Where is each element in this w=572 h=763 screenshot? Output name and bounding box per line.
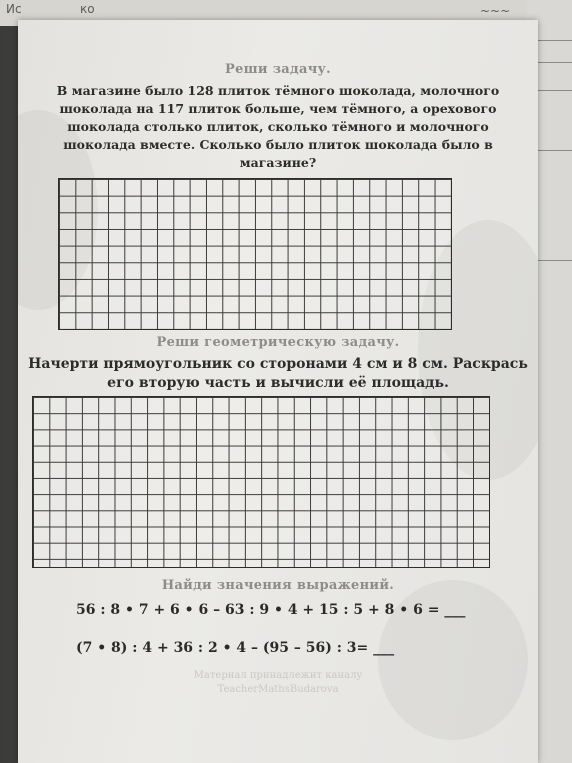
top-paper-edge: Ис ко ~~~ bbox=[0, 0, 572, 26]
heading-geometry: Реши геометрическую задачу. bbox=[156, 335, 400, 350]
watermark-line: TeacherMathsBudarova bbox=[217, 684, 339, 695]
heading-task: Реши задачу. bbox=[225, 62, 331, 77]
expression-1: 56 : 8 • 7 + 6 • 6 – 63 : 9 • 4 + 15 : 5 + 8 • 6 = ___ bbox=[76, 602, 466, 618]
heading-expressions: Найди значения выражений. bbox=[161, 578, 395, 593]
task2-line: его вторую часть и вычисли её площадь. bbox=[107, 375, 449, 391]
answer-grid-1[interactable] bbox=[58, 178, 452, 330]
expression-2: (7 • 8) : 4 + 36 : 2 • 4 – (95 – 56) : 3= ___ bbox=[76, 640, 395, 656]
task1-line: шоколада на 117 плиток больше, чем тёмного, а орехового bbox=[59, 101, 497, 116]
task1-line: шоколада столько плиток, сколько тёмного и молочного bbox=[67, 119, 489, 134]
watermark-line: Материал принадлежит каналу bbox=[193, 670, 363, 681]
task1-line: шоколада вместе. Сколько было плиток шоколада было в bbox=[63, 137, 493, 152]
worksheet-page bbox=[18, 20, 538, 763]
answer-grid-2[interactable] bbox=[32, 396, 490, 568]
task1-line: магазине? bbox=[239, 155, 317, 170]
task2-line: Начерти прямоугольник со сторонами 4 см и 8 см. Раскрась bbox=[28, 356, 528, 372]
task1-line: В магазине было 128 плиток тёмного шоколада, молочного bbox=[56, 83, 500, 98]
